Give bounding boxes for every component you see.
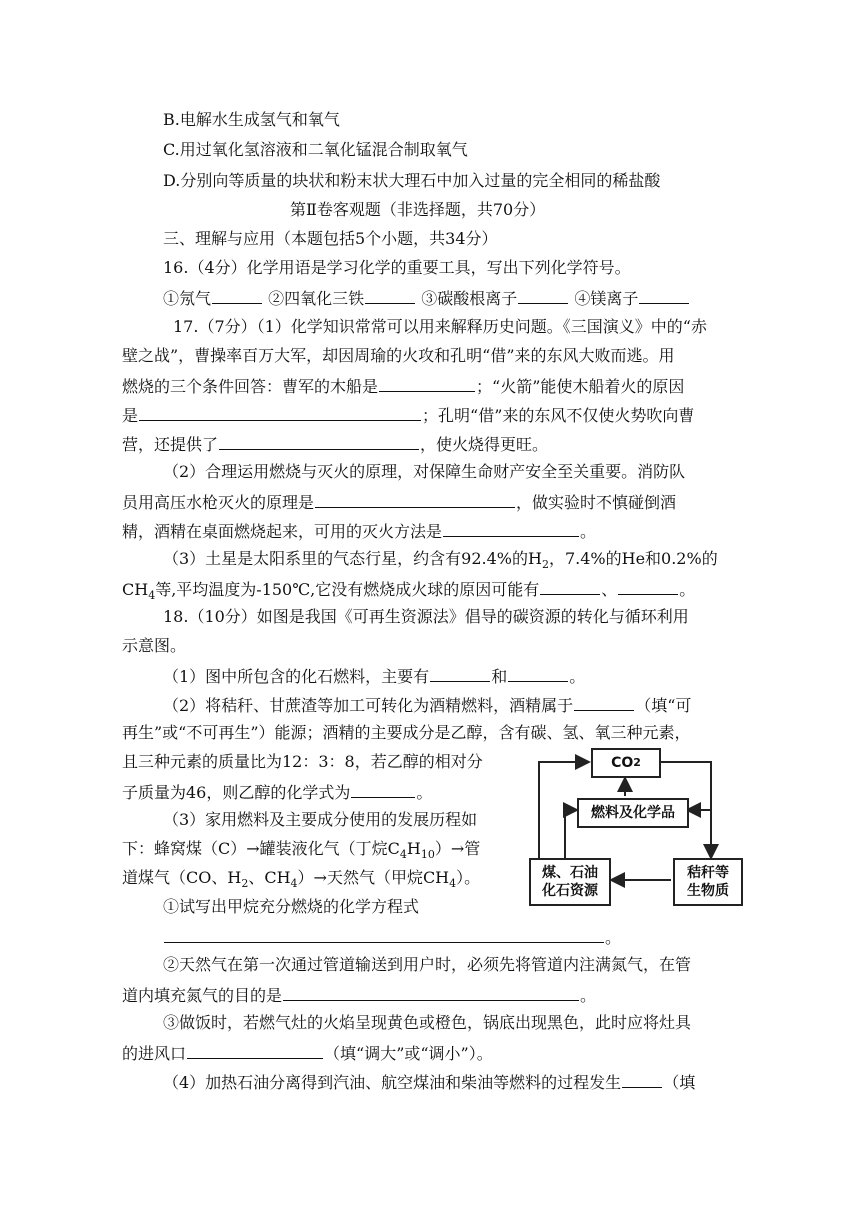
text: ，做实验时不慎碰倒酒 (516, 493, 677, 512)
option-c: C.用过氧化氢溶液和二氧化锰混合制取氧气 (163, 140, 468, 159)
answer-blank[interactable] (540, 576, 600, 595)
answer-blank[interactable] (315, 489, 515, 508)
text: 员用高压水枪灭火的原理是 (122, 493, 315, 512)
text: 。 (679, 580, 696, 599)
answer-blank[interactable] (508, 663, 568, 682)
subscript: 4 (449, 877, 457, 891)
text: 。 (605, 928, 622, 947)
fossil-box (529, 858, 611, 906)
q17-line-10 (122, 576, 695, 602)
answer-blank[interactable] (365, 285, 415, 304)
fuel-box: 燃料及化学品 (577, 798, 689, 828)
text: 和 (491, 667, 508, 686)
q18-line-12 (163, 924, 621, 950)
q18-line-14 (122, 982, 596, 1008)
biomass-box (673, 858, 743, 906)
answer-blank[interactable] (212, 285, 262, 304)
q18-line-5: 再生”或“不可再生”）能源；酒精的主要成分是乙醇，含有碳、氢、氧三种元素， (122, 723, 691, 742)
text: H (406, 839, 421, 858)
text: ；“火箭”能使木船着火的原因 (476, 377, 685, 396)
q17-line-3 (122, 373, 684, 399)
text: 。 (580, 522, 597, 541)
q17-line-1: 17.（7分）（1）化学知识常常可以用来解释历史问题。《三国演义》中的“赤 (173, 317, 707, 336)
text: 燃烧的三个条件回答：曹军的木船是 (122, 377, 379, 396)
answer-blank[interactable] (351, 779, 415, 798)
text: 等,平均温度为-150℃,它没有燃烧成火球的原因可能有 (155, 580, 540, 599)
answer-blank[interactable] (283, 982, 579, 1001)
part2-title: 第Ⅱ卷客观题（非选择题，共70分） (290, 200, 546, 219)
q18-line-15: ③做饭时，若燃气灶的火焰呈现黄色或橙色，锅底出现黑色，此时应将灶具 (163, 1013, 692, 1032)
section3-title: 三、理解与应用（本题包括5个小题，共34分） (163, 229, 498, 248)
text: ）→天然气（甲烷CH (297, 868, 450, 887)
text: 精，酒精在桌面燃烧起来，可用的灭火方法是 (122, 522, 443, 541)
text: （2）将秸秆、甘蔗渣等加工可转化为酒精燃料，酒精属于 (163, 696, 574, 715)
subscript: 10 (420, 848, 435, 862)
co2-box: CO 2 (591, 748, 661, 778)
subscript: 4 (148, 589, 156, 603)
q16-items (163, 285, 690, 311)
q18-line-9 (122, 837, 480, 861)
q16-item-1: ①氖气 (163, 289, 212, 308)
option-d: D.分别向等质量的块状和粉末状大理石中加入过量的完全相同的稀盐酸 (163, 171, 661, 190)
arrow-fossil-to-fuel (565, 810, 577, 864)
text: ；孔明“借”来的东风不仅使火势吹向曹 (422, 406, 695, 425)
text: 道煤气（CO、H (122, 868, 242, 887)
answer-blank[interactable] (139, 402, 421, 421)
q18-line-11: ①试写出甲烷充分燃烧的化学方程式 (163, 897, 420, 916)
q18-line-13: ②天然气在第一次通过管道输送到用户时，必须先将管道内注满氮气，在管 (163, 955, 692, 974)
answer-blank[interactable] (443, 518, 579, 537)
answer-blank[interactable] (574, 692, 634, 711)
subscript: 2 (541, 558, 549, 572)
text: 。 (416, 783, 433, 802)
q18-line-17 (163, 1069, 695, 1095)
q18-line-2: 示意图。 (122, 636, 187, 655)
text: 。 (580, 986, 597, 1005)
text: 秸秆等 (687, 865, 729, 881)
answer-blank[interactable] (219, 431, 419, 450)
subscript: 4 (290, 877, 298, 891)
text: 化石资源 (542, 883, 598, 899)
q18-line-10 (122, 866, 480, 890)
text: 、CH (248, 868, 291, 887)
text: CO (611, 755, 634, 771)
q18-line-3 (163, 663, 585, 689)
option-b: B.电解水生成氢气和氧气 (163, 110, 340, 129)
text: （1）图中所包含的化石燃料，主要有 (163, 667, 430, 686)
text: 生物质 (687, 883, 729, 899)
text: （填 (663, 1073, 696, 1092)
answer-blank[interactable] (379, 373, 475, 392)
q17-line-6: （2）合理运用燃烧与灭火的原理，对保障生命财产安全至关重要。消防队 (163, 462, 686, 481)
q17-line-2: 壁之战”，曹操率百万大军，却因周瑜的火攻和孔明“借”来的东风大败而逃。用 (122, 346, 675, 365)
text: 。 (569, 667, 586, 686)
q16-item-2: ②四氧化三铁 (268, 289, 365, 308)
q18-line-1: 18.（10分）如图是我国《可再生资源法》倡导的碳资源的转化与循环利用 (163, 607, 689, 626)
q16-item-3: ③碳酸根离子 (421, 289, 518, 308)
q17-line-7 (122, 489, 676, 515)
text: ，使火烧得更旺。 (420, 435, 549, 454)
text: （3）土星是太阳系里的气态行星，约含有92.4%的H (163, 549, 542, 568)
q17-line-9 (163, 547, 718, 571)
text: 营，还提供了 (122, 435, 219, 454)
text: 子质量为46，则乙醇的化学式为 (122, 783, 351, 802)
text: 下：蜂窝煤（C）→罐装液化气（丁烷C (122, 839, 400, 858)
answer-blank[interactable] (187, 1040, 323, 1059)
q18-line-4 (163, 692, 691, 718)
q16-stem: 16.（4分）化学用语是学习化学的重要工具，写出下列化学符号。 (163, 258, 631, 277)
text: 的进风口 (122, 1044, 187, 1063)
text: ）。 (456, 868, 481, 887)
text: 煤、石油 (542, 865, 598, 881)
answer-blank[interactable] (430, 663, 490, 682)
text: 道内填充氮气的目的是 (122, 986, 283, 1005)
q17-line-4 (122, 402, 694, 428)
answer-blank[interactable] (618, 576, 678, 595)
text: ）→管 (434, 839, 481, 858)
q18-line-7 (122, 779, 432, 805)
text: （4）加热石油分离得到汽油、航空煤油和柴油等燃料的过程发生 (163, 1073, 622, 1092)
q18-line-16 (122, 1040, 493, 1066)
arrow-biomass-to-fuel (687, 810, 711, 858)
q17-line-8 (122, 518, 596, 544)
q17-line-5 (122, 431, 548, 457)
text: CH (122, 580, 149, 599)
carbon-cycle-diagram (525, 740, 745, 910)
subscript: 2 (241, 877, 249, 891)
q18-line-6: 且三种元素的质量比为12：3：8，若乙醇的相对分 (122, 752, 483, 771)
text: 是 (122, 406, 139, 425)
answer-blank[interactable] (164, 924, 604, 943)
text: ，7.4%的He和0.2%的 (548, 549, 718, 568)
q16-item-4: ④镁离子 (574, 289, 639, 308)
answer-blank[interactable] (639, 285, 689, 304)
subscript: 4 (399, 848, 407, 862)
answer-blank[interactable] (622, 1069, 662, 1088)
text: （填“调大”或“调小”）。 (324, 1044, 493, 1063)
text: （填“可 (635, 696, 692, 715)
q18-line-8: （3）家用燃料及主要成分使用的发展历程如 (163, 810, 478, 829)
answer-blank[interactable] (518, 285, 568, 304)
text: 、 (601, 580, 618, 599)
